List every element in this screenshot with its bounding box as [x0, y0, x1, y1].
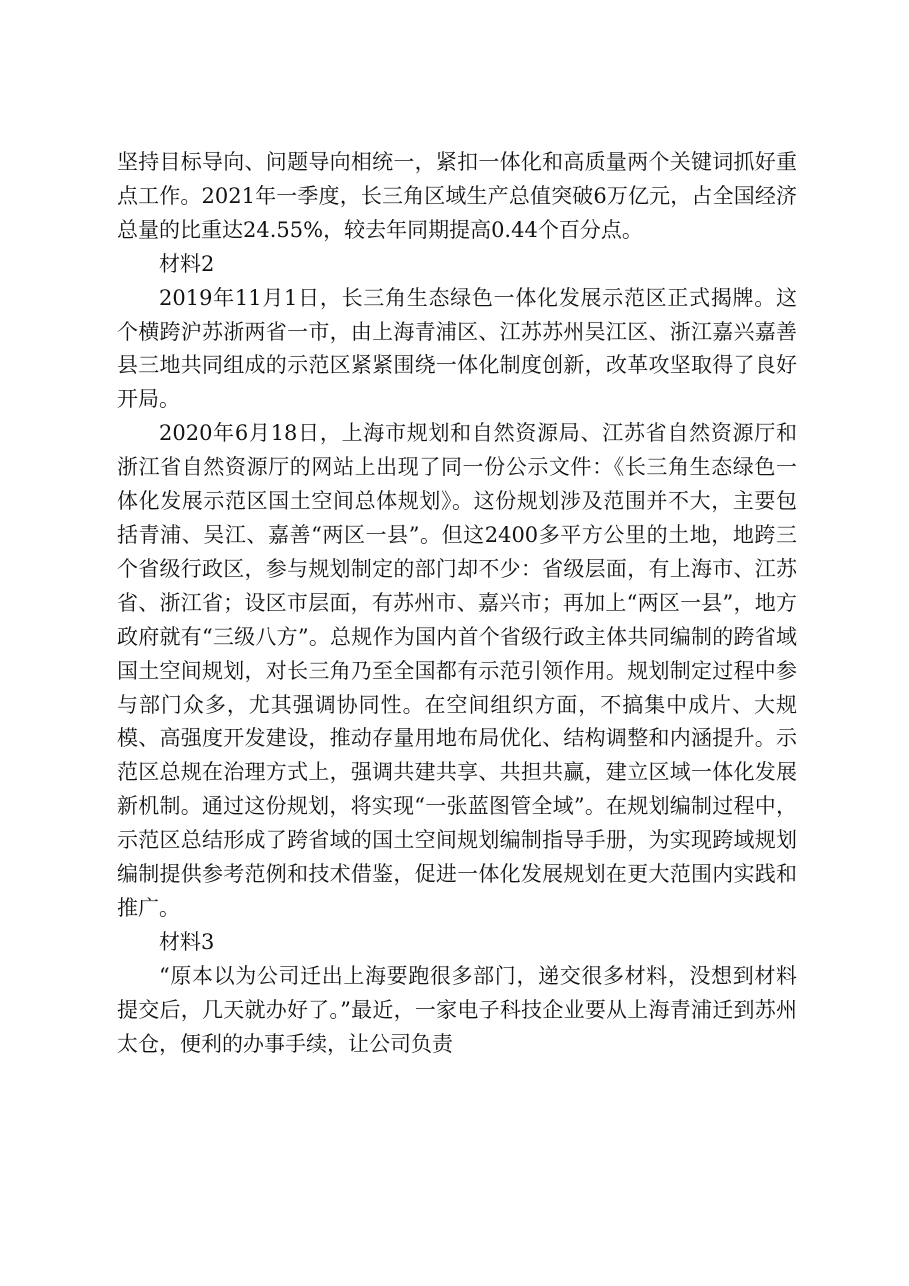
paragraph-demo-zone-launch: 2019年11月1日，长三角生态绿色一体化发展示范区正式揭牌。这个横跨沪苏浙两省一市，由上海青浦区、江苏苏州吴江区、浙江嘉兴嘉善县三地共同组成的示范区紧紧围绕一体化制度创新，改革攻坚取得了良好开局。	[117, 285, 797, 412]
section-heading-material-3: 材料3	[159, 929, 215, 954]
paragraph-company-relocation: “原本以为公司迁出上海要跑很多部门，递交很多材料，没想到材料提交后，几天就办好了。”最近，一家电子科技企业要从上海青浦迁到苏州太仓，便利的办事手续，让公司负责	[117, 963, 797, 1056]
section-heading-material-2: 材料2	[159, 251, 215, 276]
document-body	[117, 146, 797, 1061]
paragraph-continuation: 坚持目标导向、问题导向相统一，紧扣一体化和高质量两个关键词抓好重点工作。2021年一季度，长三角区域生产总值突破6万亿元，占全国经济总量的比重达24.55%，较去年同期提高0.44个百分点。	[117, 150, 797, 242]
paragraph-territorial-plan: 2020年6月18日，上海市规划和自然资源局、江苏省自然资源厅和浙江省自然资源厅的网站上出现了同一份公示文件：《长三角生态绿色一体化发展示范区国土空间总体规划》。这份规划涉及范围并不大，主要包括青浦、吴江、嘉善“两区一县”。但这2400多平方公里的土地，地跨三个省级行政区，参与规划制定的部门却不少：省级层面，有上海市、江苏省、浙江省；设区市层面，有苏州市、嘉兴市；再加上“两区一县”，地方政府就有“三级八方”。总规作为国内首个省级行政主体共同编制的跨省域国土空间规划，对长三角乃至全国都有示范引领作用。规划制定过程中参与部门众多，尤其强调协同性。在空间组织方面，不搞集中成片、大规模、高强度开发建设，推动存量用地布局优化、结构调整和内涵提升。示范区总规在治理方式上，强调共建共享、共担共赢，建立区域一体化发展新机制。通过这份规划，将实现“一张蓝图管全域”。在规划编制过程中，示范区总结形成了跨省域的国土空间规划编制指导手册，为实现跨域规划编制提供参考范例和技术借鉴，促进一体化发展规划在更大范围内实践和推广。	[117, 421, 797, 920]
